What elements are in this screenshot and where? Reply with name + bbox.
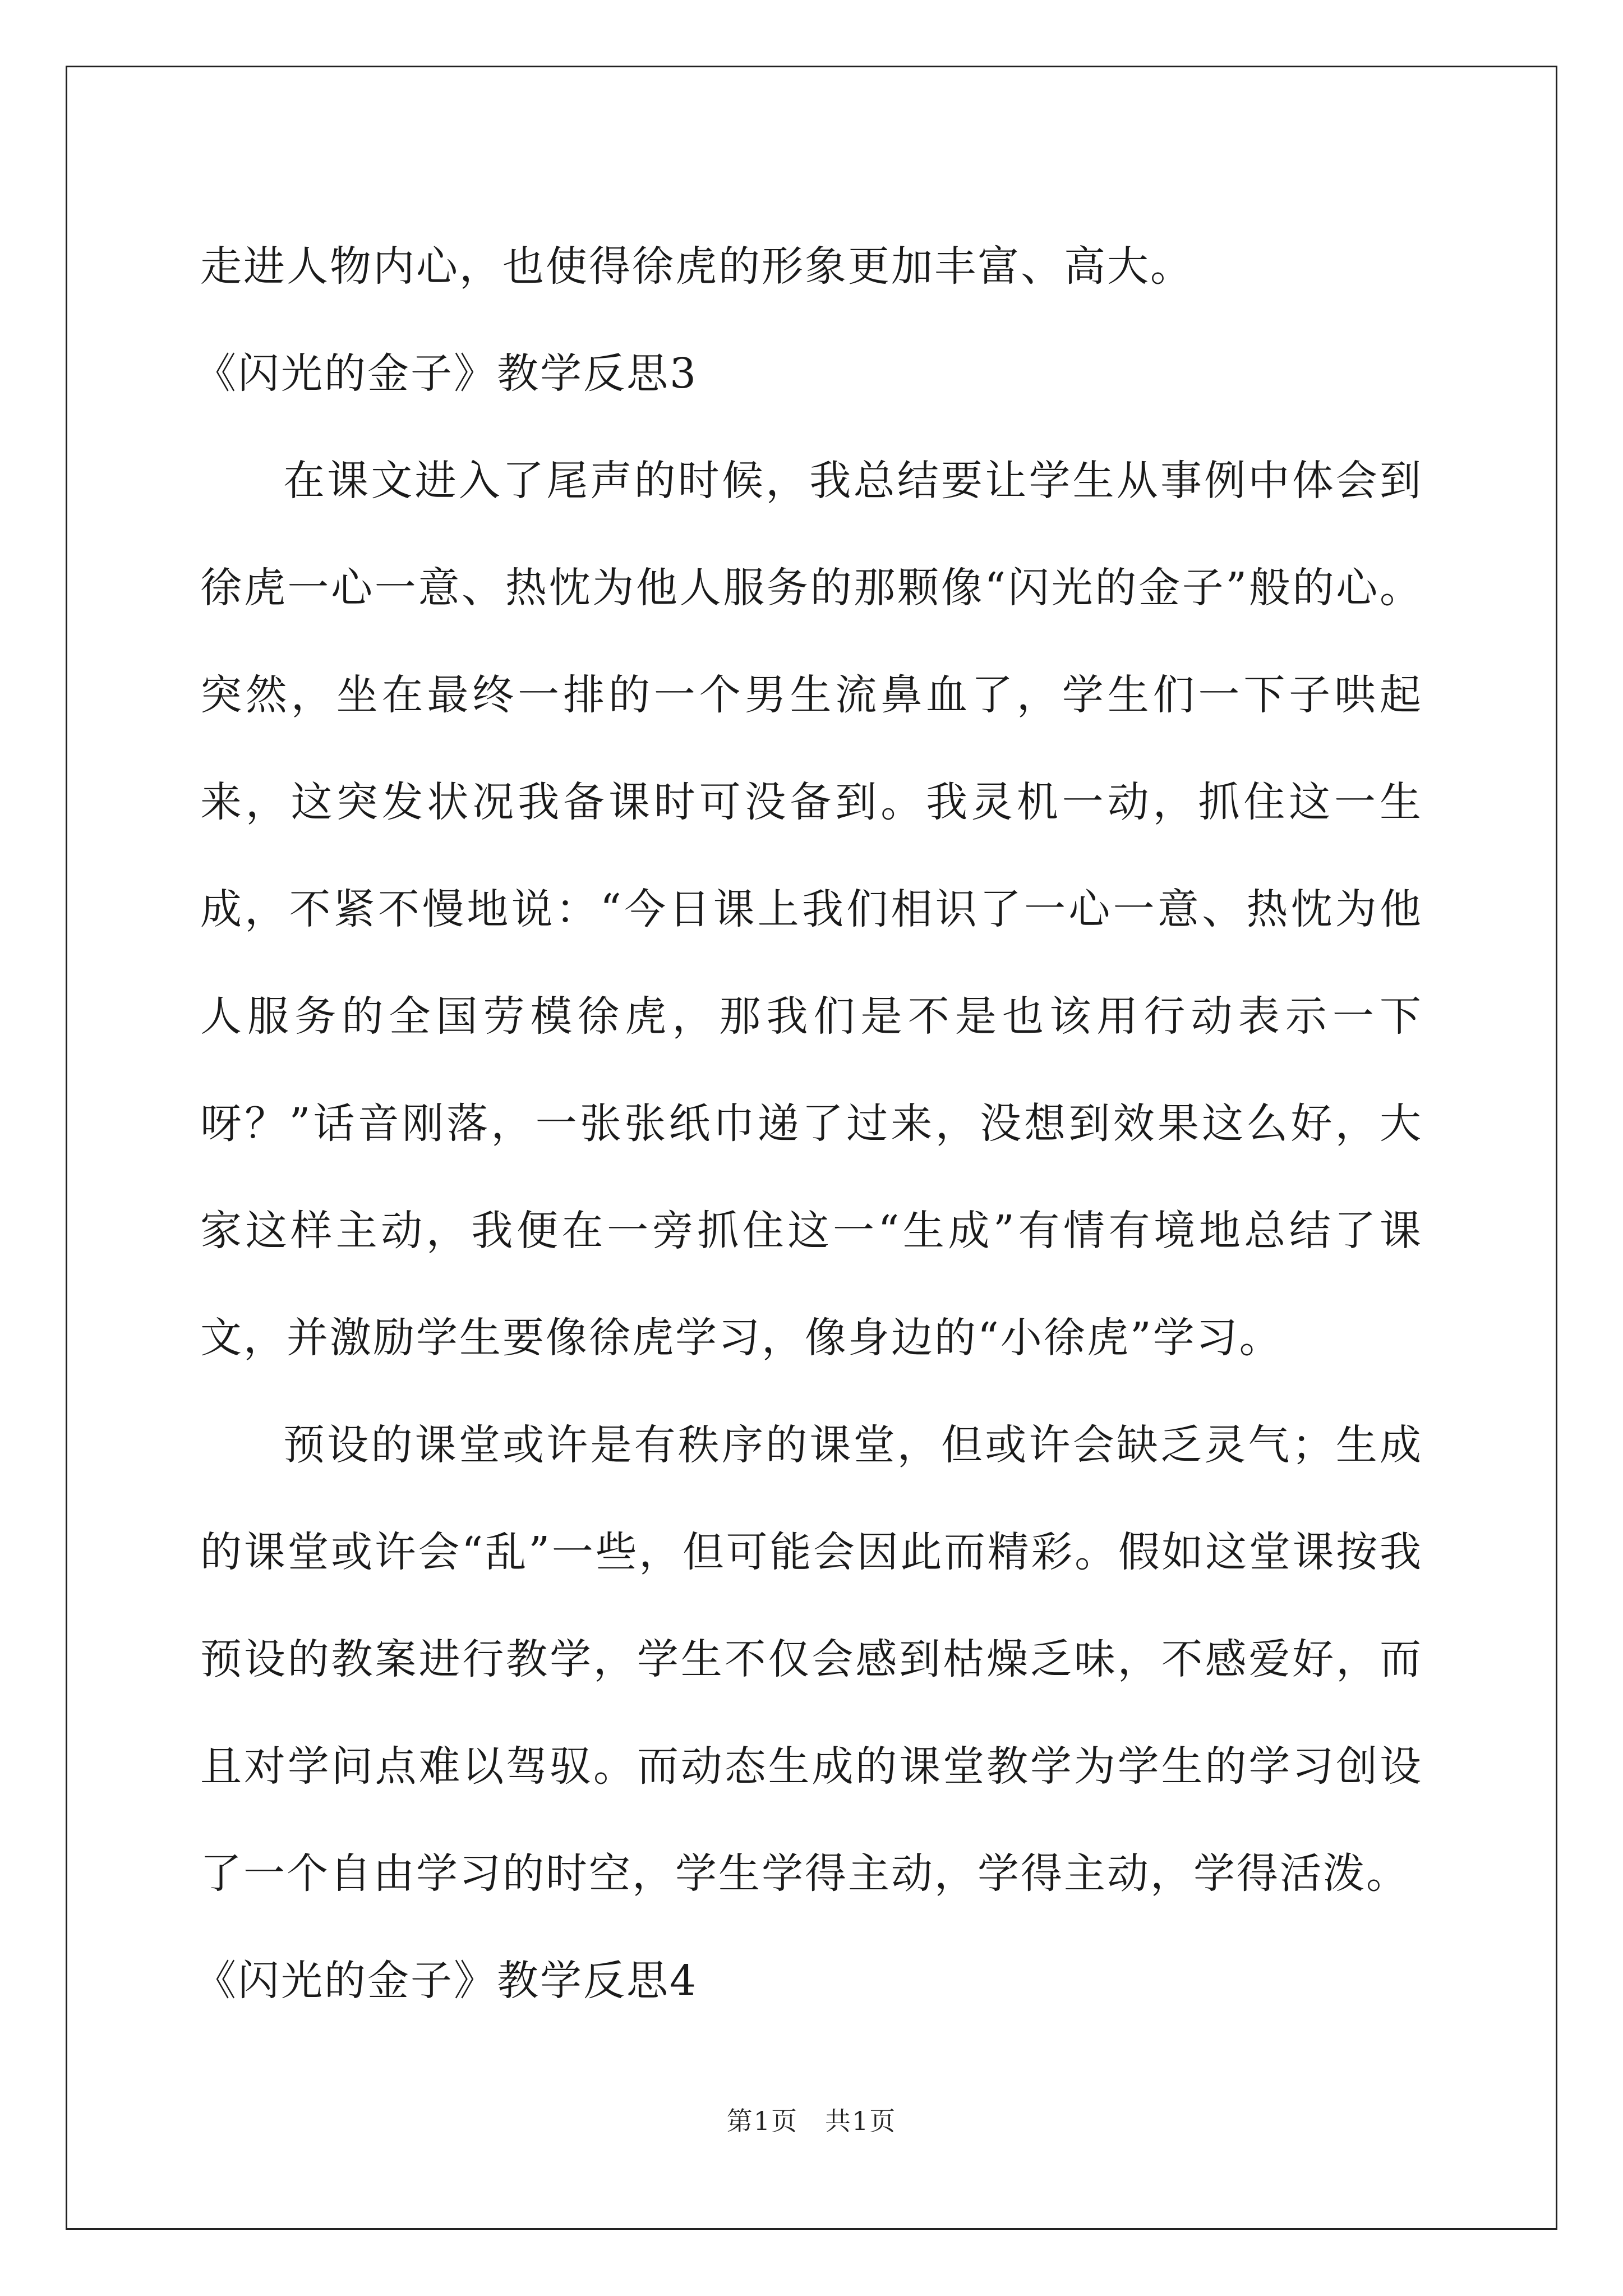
section-3-paragraph-2: 预设的课堂或许是有秩序的课堂，但或许会缺乏灵气；生成的课堂或许会“乱”一些，但可能会因此而精彩。假如这堂课按我预设的教案进行教学，学生不仅会感到枯燥乏味，不感爱好，而且对学问点难以驾驭。而动态生成的课堂教学为学生的学习创设了一个自由学习的时空，学生学得主动，学得主动，学得活泼。: [200, 1421, 1423, 1898]
section-3-heading: 《闪光的金子》教学反思3: [195, 349, 698, 398]
section-3-paragraph-1: 在课文进入了尾声的时候，我总结要让学生从事例中体会到徐虎一心一意、热忱为他人服务的那颗像“闪光的金子”般的心。突然，坐在最终一排的一个男生流鼻血了，学生们一下子哄起来，这突发状况我备课时可没备到。我灵机一动，抓住这一生成，不紧不慢地说：“今日课上我们相识了一心一意、热忱为他人服务的全国劳模徐虎，那我们是不是也该用行动表示一下呀？”话音刚落，一张张纸巾递了过来，没想到效果这么好，大家这样主动，我便在一旁抓住这一“生成”有情有境地总结了课文，并激励学生要像徐虎学习，像身边的“小徐虎”学习。: [200, 457, 1423, 1362]
page-footer: 第1页 共1页: [726, 2106, 897, 2136]
continuation-text: 走进人物内心，也使得徐虎的形象更加丰富、高大。: [200, 242, 1193, 291]
document-body: [195, 213, 1423, 2035]
section-4-heading: 《闪光的金子》教学反思4: [195, 1957, 698, 2005]
